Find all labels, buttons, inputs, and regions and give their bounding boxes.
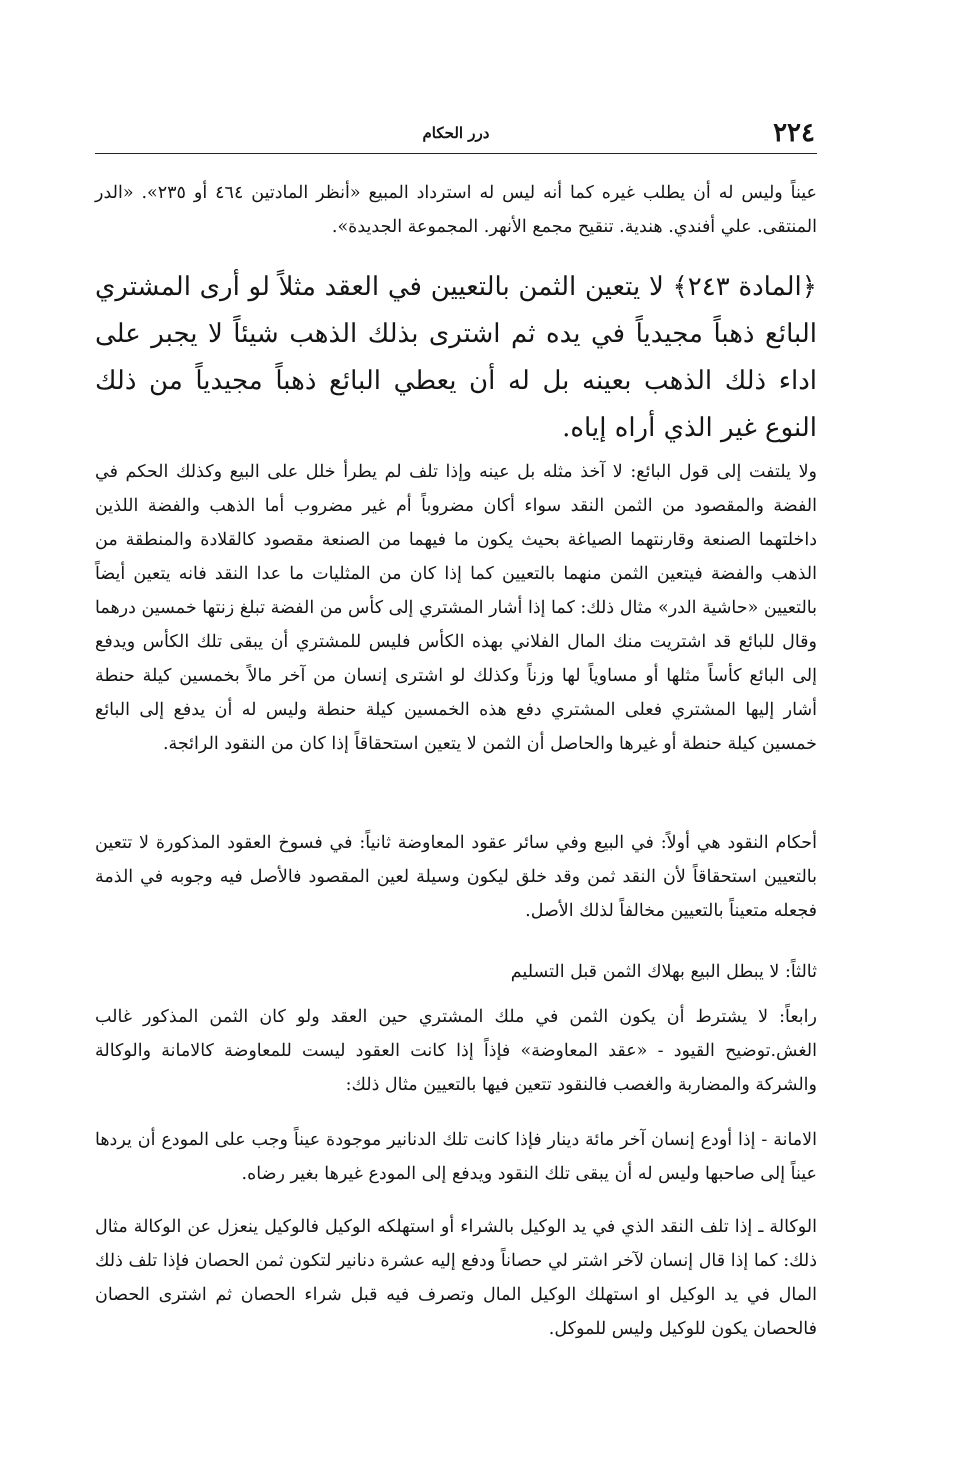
paragraph-continuation: عيناً وليس له أن يطلب غيره كما أنه ليس له استرداد المبيع «أنظر المادتين ٤٦٤ أو ٢٣٥». «الدر المنتقى. علي أفندي. هندية. تنقيح مجمع الأنهر. المجموعة الجديدة». <box>95 183 817 237</box>
running-title: درر الحكام <box>422 124 490 142</box>
paragraph-commentary: ولا يلتفت إلى قول البائع: لا آخذ مثله بل عينه وإذا تلف لم يطرأ خلل على البيع وكذلك الحكم في الفضة والمقصود من الثمن النقد سواء أكان مضروباً أم غير مضروب أما الذهب والفضة اللذين داخلتهما الصنعة وقارنتهما الصياغة بحيث يكون ما فيهما من الصنعة مقصود كالقلادة والمنطقة من الذهب والفضة فيتعين الثمن منهما بالتعيين كما إذا كان من المثليات ما عدا النقد فانه يتعين أيضاً بالتعيين «حاشية الدر» مثال ذلك: كما إذا أشار المشتري إلى كأس من الفضة تبلغ زنتها خمسين درهما وقال للبائع قد اشتريت منك المال الفلاني بهذه الكأس فليس للمشتري أن يبقى تلك الكأس ويدفع إلى البائع كأساً مثلها أو مساوياً لها وزناً وكذلك لو اشترى إنسان من آخر مالاً بخمسين كيلة حنطة أشار إليها المشتري فعلى المشتري دفع هذه الخمسين كيلة حنطة وليس له أن يدفع إلى البائع خمسين كيلة حنطة أو غيرها والحاصل أن الثمن لا يتعين استحقاقاً إذا كان من النقود الرائجة. <box>95 462 817 754</box>
paragraph-fourth: رابعاً: لا يشترط أن يكون الثمن في ملك المشتري حين العقد ولو كان الثمن المذكور غالب الغش.توضيح القيود - «عقد المعاوضة» فإذاً إذا كانت العقود ليست للمعاوضة كالامانة والوكالة والشركة والمضاربة والغصب فالنقود تتعين فيها بالتعيين مثال ذلك: <box>95 1007 817 1095</box>
paragraph-deposit: الامانة - إذا أودع إنسان آخر مائة دينار فإذا كانت تلك الدنانير موجودة عيناً وجب على المودع أن يردها عيناً إلى صاحبها وليس له أن يبقى تلك النقود ويدفع إلى المودع غيرها بغير رضاه. <box>95 1130 817 1184</box>
paragraph-third: ثالثاً: لا يبطل البيع بهلاك الثمن قبل التسليم <box>510 962 817 982</box>
page-number: ٢٢٤ <box>773 118 815 148</box>
paragraph-rulings-of-money: أحكام النقود هي أولاً: في البيع وفي سائر عقود المعاوضة ثانياً: في فسوخ العقود المذكورة لا تتعين بالتعيين استحقاقاً لأن النقد ثمن وقد خلق ليكون وسيلة لعين المقصود فالأصل فيه وجوبه في الذمة فجعله متعيناً بالتعيين مخالفاً لذلك الأصل. <box>95 833 817 921</box>
page-header <box>95 117 817 154</box>
article-243-text: ﴿المادة ٢٤٣﴾ لا يتعين الثمن بالتعيين في العقد مثلاً لو أرى المشتري البائع ذهباً مجيدياً في يده ثم اشترى بذلك الذهب شيئاً لا يجبر على اداء ذلك الذهب بعينه بل له أن يعطي البائع ذهباً مجيدياً من ذلك النوع غير الذي أراه إياه. <box>95 272 817 443</box>
paragraph-agency: الوكالة ـ إذا تلف النقد الذي في يد الوكيل بالشراء أو استهلكه الوكيل فالوكيل ينعزل عن الوكالة مثال ذلك: كما إذا قال إنسان لآخر اشتر لي حصاناً ودفع إليه عشرة دنانير لتكون ثمن الحصان فإذا تلف ذلك المال في يد الوكيل او استهلك الوكيل المال وتصرف فيه قبل شراء الحصان ثم اشترى الحصان فالحصان يكون للوكيل وليس للموكل. <box>95 1217 817 1339</box>
